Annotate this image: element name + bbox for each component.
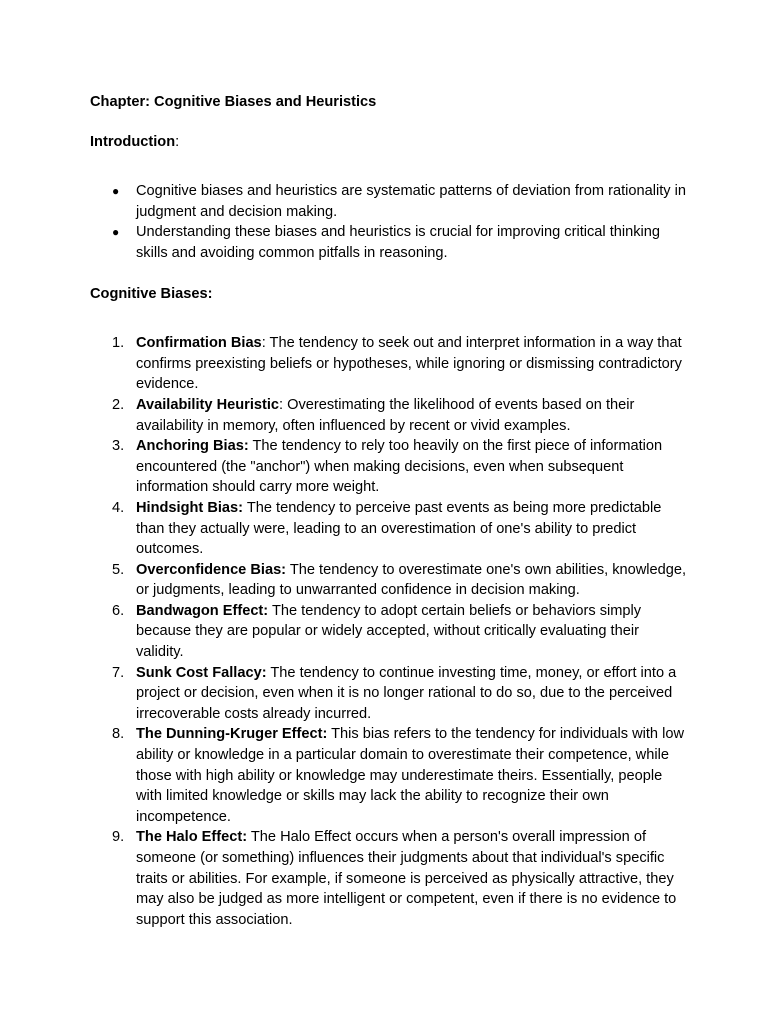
list-item [90,724,690,827]
item-number: 1. [112,335,125,352]
list-item [90,601,690,663]
bias-term: Availability Heuristic [136,396,280,413]
bias-term: Confirmation Bias [136,335,262,352]
item-number: 8. [112,726,125,743]
bias-description: The tendency to rely too heavily on the first piece of information encountered (the "anchor") when making decisions, even when subsequent information should carry more weight. [136,438,663,496]
list-item [90,560,690,601]
item-number: 4. [112,499,125,516]
bias-description: This bias refers to the tendency for individuals with low ability or knowledge in a particular domain to overestimate their competence, while those with high ability or knowledge may underestimate theirs. Essentially, people with limited knowledge or skills may lack the ability to recognize their own incompetence. [136,726,684,825]
list-item [90,663,690,725]
bias-term: Bandwagon Effect: [136,602,269,619]
cognitive-biases-list [90,333,690,930]
introduction-heading-suffix: : [175,133,180,150]
item-number: 5. [112,561,125,578]
item-number: 3. [112,438,125,455]
bias-term: Sunk Cost Fallacy: [136,664,267,681]
bias-description: The tendency to perceive past events as being more predictable than they actually were, leading to an overestimation of one's ability to predict outcomes. [136,499,662,558]
item-number: 9. [112,829,125,846]
bias-term: The Halo Effect: [136,829,248,846]
list-item [90,333,690,395]
bias-description: The tendency to continue investing time, money, or effort into a project or decision, even when it is no longer rational to do so, due to the perceived irrecoverable costs already incurred. [136,664,677,722]
introduction-heading [90,132,690,153]
bullet-icon: ● [112,184,120,199]
bias-term: Overconfidence Bias: [136,561,287,578]
list-item [90,436,690,498]
bias-description: The tendency to adopt certain beliefs or behaviors simply because they are popular or widely accepted, without critically evaluating their validity. [136,602,642,661]
document-page [90,92,690,930]
introduction-bullet-list [90,181,690,263]
item-number: 6. [112,602,125,619]
bias-description: The tendency to overestimate one's own abilities, knowledge, or judgments, leading to unwarranted confidence in decision making. [136,561,687,599]
bias-description: The Halo Effect occurs when a person's overall impression of someone (or something) influences their judgments about that individual's specific traits or abilities. For example, if someone is perceived as physically attractive, they may also be judged as more intelligent or competent, even if there is no evidence to support this association. [136,829,677,928]
list-item [90,498,690,560]
list-item [90,181,690,222]
bullet-text: Understanding these biases and heuristics is crucial for improving critical thinking skills and avoiding common pitfalls in reasoning. [136,224,660,261]
list-item [90,222,690,263]
bias-description: : The tendency to seek out and interpret information in a way that confirms preexisting beliefs or hypotheses, while ignoring or dismissing contradictory evidence. [136,335,682,393]
cognitive-biases-heading-label: Cognitive Biases: [90,285,213,302]
bullet-icon: ● [112,225,120,240]
item-number: 7. [112,664,125,681]
list-item [90,395,690,436]
bias-term: The Dunning-Kruger Effect: [136,726,328,743]
item-number: 2. [112,396,125,413]
cognitive-biases-heading [90,284,690,305]
bias-description: : Overestimating the likelihood of events based on their availability in memory, often influenced by recent or vivid examples. [136,396,635,434]
introduction-heading-label: Introduction [90,133,176,150]
bias-term: Anchoring Bias: [136,438,249,455]
bias-term: Hindsight Bias: [136,499,244,516]
bullet-text: Cognitive biases and heuristics are systematic patterns of deviation from rationality in judgment and decision making. [136,183,686,220]
chapter-title: Chapter: Cognitive Biases and Heuristics [90,94,377,110]
list-item [90,827,690,930]
